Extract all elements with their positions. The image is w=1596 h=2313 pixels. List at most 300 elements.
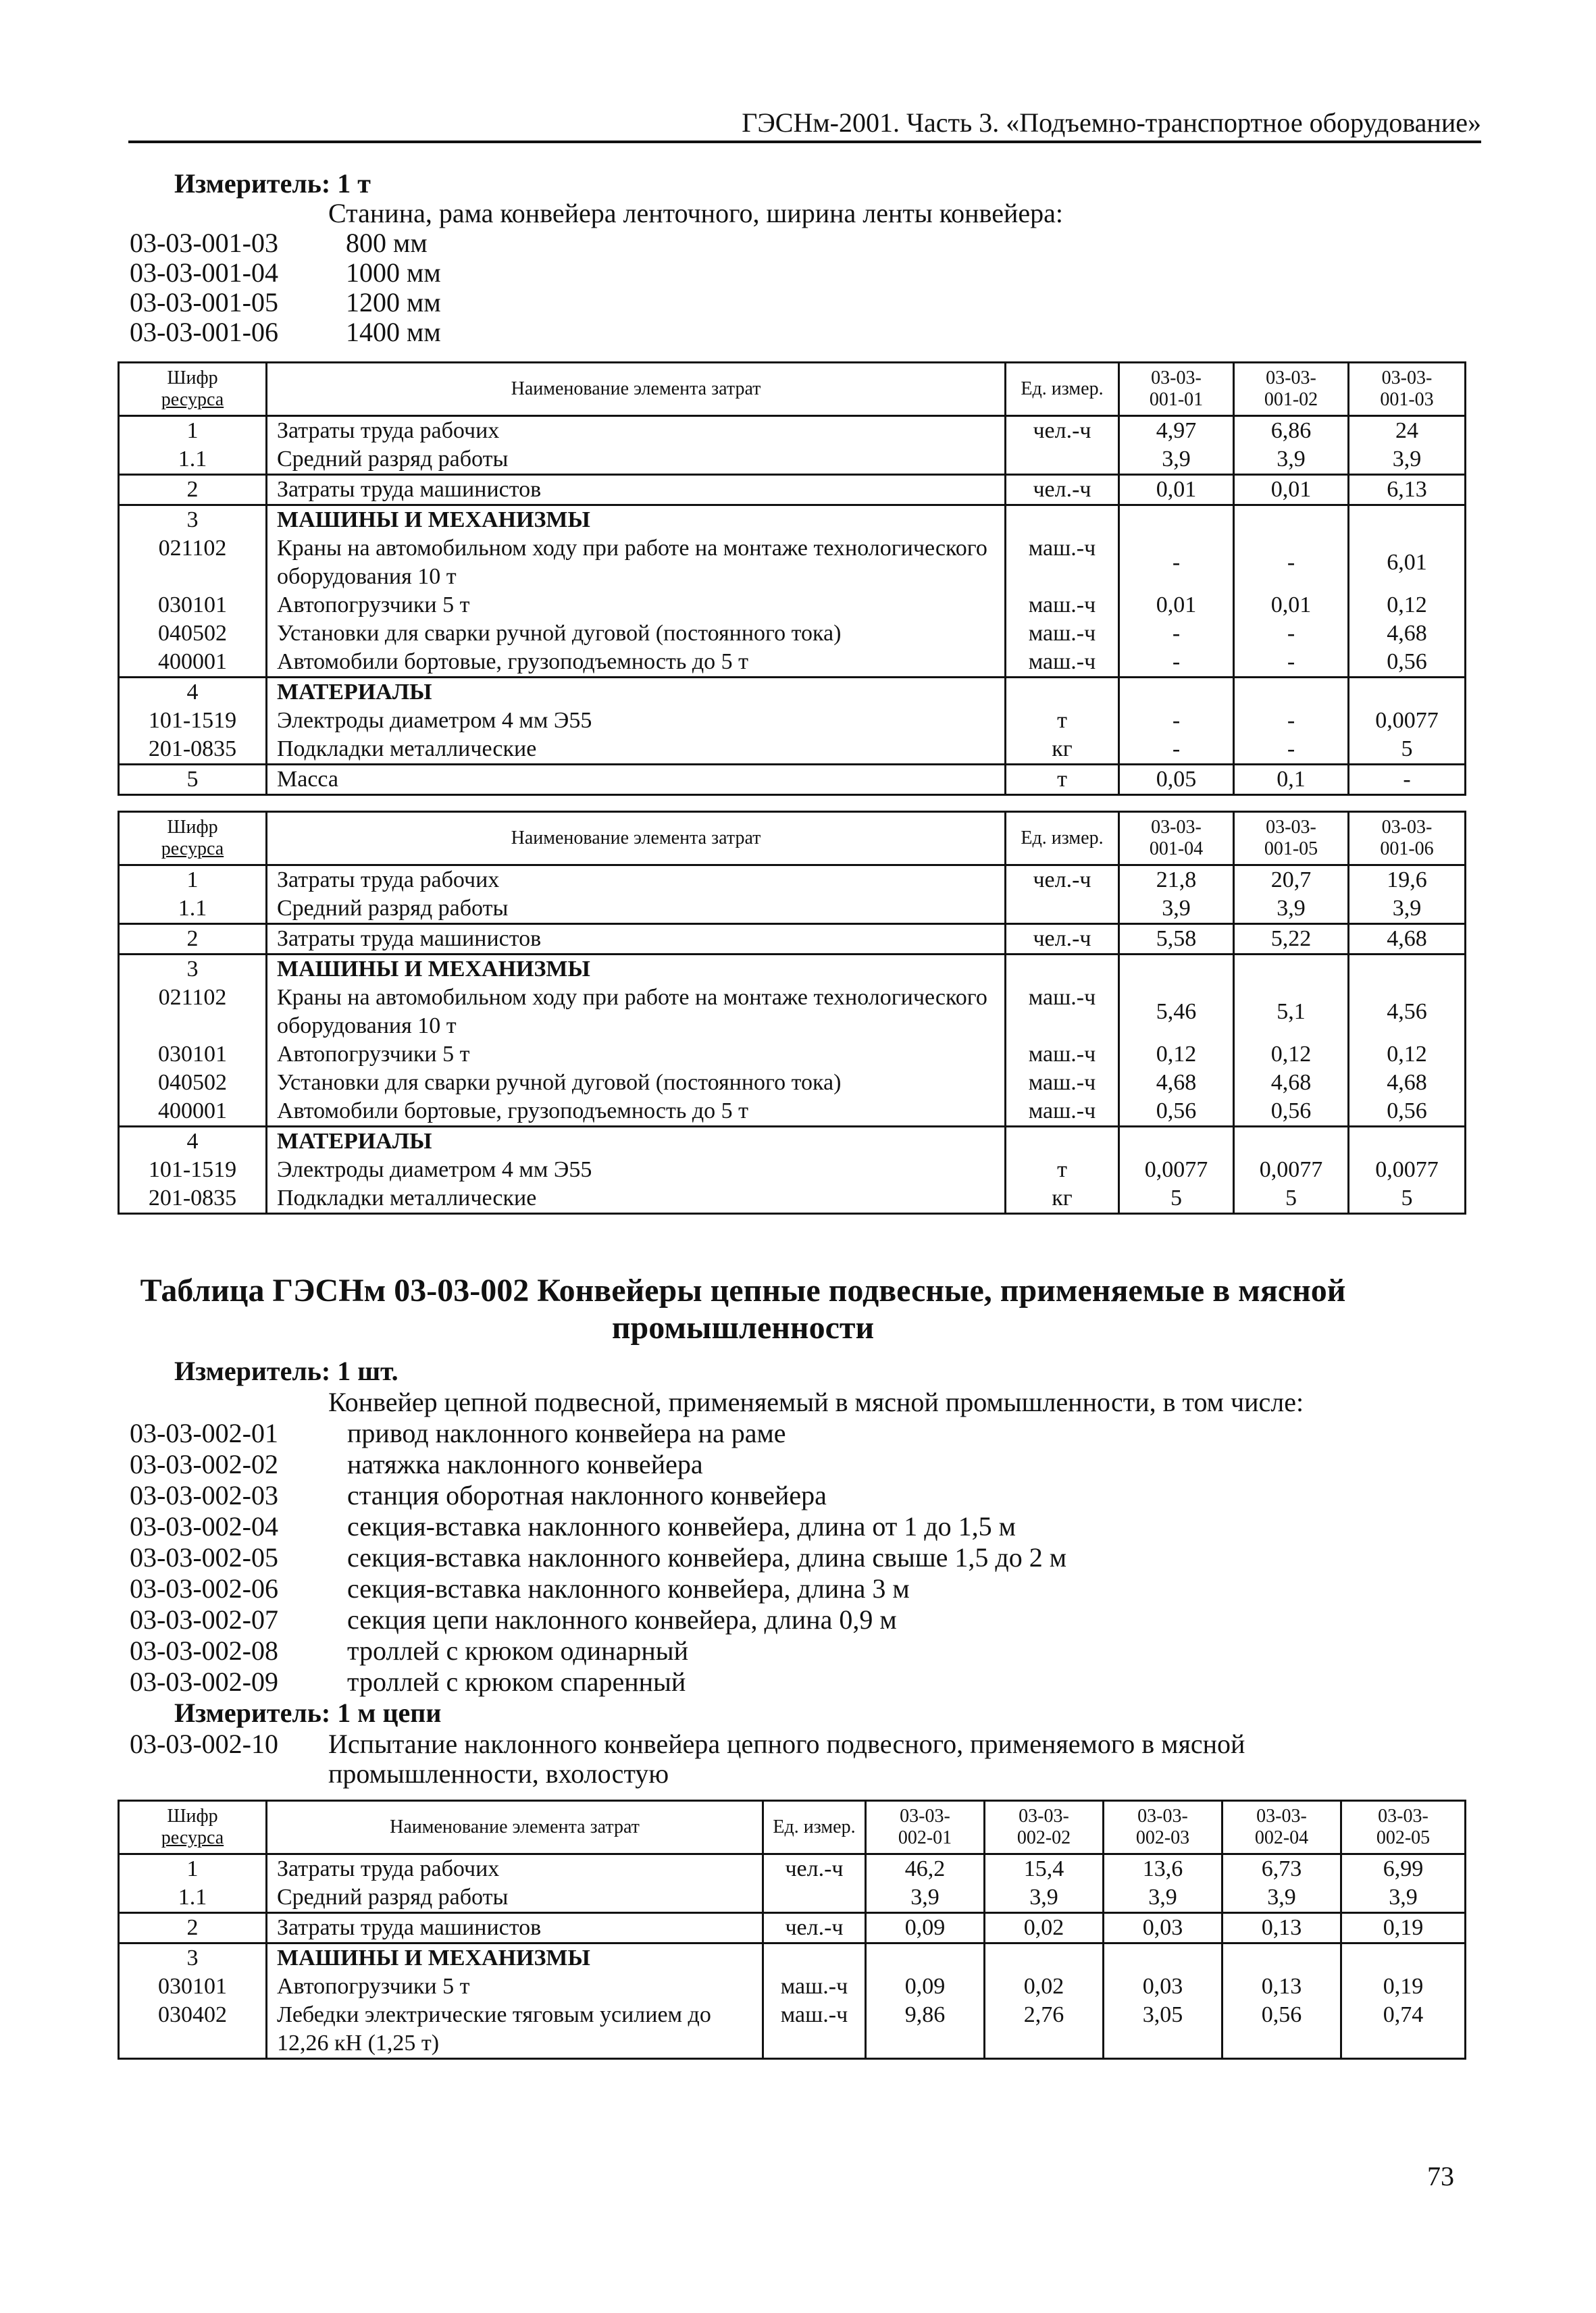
cell-resource-code: 400001 <box>119 648 267 678</box>
cell-unit: маш.-ч <box>1006 1097 1119 1127</box>
cell-resource-code: 1 <box>119 416 267 446</box>
cell-value: - <box>1349 765 1466 795</box>
cell-value: 3,9 <box>985 1883 1104 1913</box>
cell-value: 6,86 <box>1234 416 1349 446</box>
cell-unit: маш.-ч <box>1006 1040 1119 1069</box>
cell-value: 3,9 <box>1119 894 1234 924</box>
cell-cost-name: Автомобили бортовые, грузоподъемность до 5 т <box>267 648 1006 678</box>
cell-unit: чел.-ч <box>1006 865 1119 895</box>
cell-value: 0,0077 <box>1349 1156 1466 1184</box>
cell-resource-code: 021102 <box>119 534 267 591</box>
cell-cost-name: Электроды диаметром 4 мм Э55 <box>267 707 1006 735</box>
header-number-line2: 001-02 <box>1264 389 1318 410</box>
cell-value: 5 <box>1349 1184 1466 1214</box>
table-row <box>119 1973 1466 2001</box>
table-row <box>119 648 1466 678</box>
table-row <box>119 1097 1466 1127</box>
cell-value: 13,6 <box>1104 1854 1222 1884</box>
cell-resource-code: 021102 <box>119 984 267 1040</box>
column-header-code-number <box>1119 363 1234 416</box>
cell-value: 6,13 <box>1349 475 1466 505</box>
item-code: 03-03-002-06 <box>130 1573 278 1604</box>
table-row <box>119 1156 1466 1184</box>
cell-resource-code: 1.1 <box>119 445 267 475</box>
cell-value: 5,22 <box>1234 924 1349 955</box>
table-row <box>119 1127 1466 1156</box>
header-number-line1: 03-03- <box>1019 1806 1069 1827</box>
header-number-line2: 001-04 <box>1149 838 1204 859</box>
column-header-code-number <box>1349 812 1466 865</box>
cell-value: 9,86 <box>866 2001 985 2059</box>
section2-intro: Конвейер цепной подвесной, применяемый в мясной промышленности, в том числе: <box>328 1387 1304 1417</box>
cell-cost-name: Подкладки металлические <box>267 735 1006 765</box>
cell-value <box>1234 505 1349 535</box>
cell-value: 15,4 <box>985 1854 1104 1884</box>
column-header-code-number <box>866 1801 985 1854</box>
header-number-line1: 03-03- <box>900 1806 950 1827</box>
table-row <box>119 955 1466 984</box>
item-code: 03-03-001-06 <box>130 317 278 347</box>
cell-value: 0,01 <box>1234 475 1349 505</box>
item-text: 1400 мм <box>346 317 441 347</box>
cell-value: 3,9 <box>1222 1883 1341 1913</box>
cell-value: - <box>1119 619 1234 648</box>
table-row <box>119 591 1466 619</box>
cell-cost-name: МАТЕРИАЛЫ <box>267 678 1006 707</box>
column-header-unit: Ед. измер. <box>1006 363 1119 416</box>
cell-resource-code: 101-1519 <box>119 707 267 735</box>
cell-value: 3,9 <box>866 1883 985 1913</box>
cell-value: 0,13 <box>1222 1913 1341 1943</box>
cell-value <box>1234 678 1349 707</box>
cell-cost-name: Лебедки электрические тяговым усилием до 12,26 кН (1,25 т) <box>267 2001 763 2059</box>
table-row <box>119 619 1466 648</box>
page-number: 73 <box>1427 2161 1454 2191</box>
cell-unit: маш.-ч <box>1006 984 1119 1040</box>
table-header-row <box>119 1801 1466 1854</box>
cell-value: 24 <box>1349 416 1466 446</box>
cell-resource-code: 2 <box>119 924 267 955</box>
column-header-name: Наименование элемента затрат <box>267 812 1006 865</box>
cell-value: 0,12 <box>1119 1040 1234 1069</box>
cell-value: 20,7 <box>1234 865 1349 895</box>
header-number-line1: 03-03- <box>1381 817 1433 838</box>
cell-resource-code: 1.1 <box>119 894 267 924</box>
cell-value: - <box>1234 707 1349 735</box>
column-header-code-number <box>1234 363 1349 416</box>
header-number-line2: 001-06 <box>1380 838 1434 859</box>
table-row <box>119 894 1466 924</box>
table-row <box>119 1883 1466 1913</box>
item-code: 03-03-002-03 <box>130 1480 278 1510</box>
cell-unit <box>1006 1127 1119 1156</box>
cell-unit: маш.-ч <box>1006 1069 1119 1097</box>
cell-resource-code: 030101 <box>119 1973 267 2001</box>
column-header-name: Наименование элемента затрат <box>267 363 1006 416</box>
cell-value: 5 <box>1234 1184 1349 1214</box>
cell-cost-name: Краны на автомобильном ходу при работе на монтаже технологического оборудования 10 т <box>267 534 1006 591</box>
item-code: 03-03-002-07 <box>130 1604 278 1635</box>
cell-unit <box>1006 678 1119 707</box>
cell-unit <box>763 1883 866 1913</box>
cell-value: 2,76 <box>985 2001 1104 2059</box>
cell-value: 0,03 <box>1104 1973 1222 2001</box>
column-header-code <box>119 363 267 416</box>
cell-resource-code: 030101 <box>119 591 267 619</box>
cell-value: 4,56 <box>1349 984 1466 1040</box>
header-code-line1: Шифр <box>167 367 218 388</box>
table-row <box>119 1184 1466 1214</box>
cell-value <box>1341 1943 1466 1973</box>
cell-value: 0,12 <box>1349 591 1466 619</box>
cell-value: 0,56 <box>1349 1097 1466 1127</box>
item-text: привод наклонного конвейера на раме <box>347 1418 786 1448</box>
cell-cost-name: Средний разряд работы <box>267 1883 763 1913</box>
item-text: секция-вставка наклонного конвейера, длина 3 м <box>347 1573 910 1604</box>
header-number-line2: 002-05 <box>1376 1827 1431 1848</box>
cell-value: 5,46 <box>1119 984 1234 1040</box>
cell-unit: чел.-ч <box>1006 475 1119 505</box>
meter-label: Измеритель: 1 м цепи <box>174 1698 442 1728</box>
cell-value: 0,74 <box>1341 2001 1466 2059</box>
header-number-line2: 001-01 <box>1149 389 1204 410</box>
cell-cost-name: Автопогрузчики 5 т <box>267 1040 1006 1069</box>
table-row <box>119 1040 1466 1069</box>
table-row <box>119 1943 1466 1973</box>
table-row <box>119 765 1466 795</box>
item-code: 03-03-002-04 <box>130 1511 278 1542</box>
cell-cost-name: Средний разряд работы <box>267 894 1006 924</box>
cell-resource-code: 2 <box>119 475 267 505</box>
section-title: Таблица ГЭСНм 03-03-002 Конвейеры цепные подвесные, применяемые в мясной <box>140 1273 1346 1308</box>
header-code-line2: ресурса <box>161 1827 224 1848</box>
header-number-line1: 03-03- <box>1266 367 1316 388</box>
cell-value: - <box>1119 707 1234 735</box>
cell-value <box>1234 1127 1349 1156</box>
cell-value: 0,56 <box>1349 648 1466 678</box>
column-header-code-number <box>1234 812 1349 865</box>
cell-value: 0,02 <box>985 1913 1104 1943</box>
cell-resource-code: 3 <box>119 505 267 535</box>
table-row <box>119 1854 1466 1884</box>
header-number-line1: 03-03- <box>1151 817 1202 838</box>
item-text: 1000 мм <box>346 257 441 288</box>
cell-value: 4,68 <box>1349 619 1466 648</box>
item-code: 03-03-002-09 <box>130 1667 278 1697</box>
header-number-line2: 001-05 <box>1264 838 1318 859</box>
cell-value: 21,8 <box>1119 865 1234 895</box>
header-number-line1: 03-03- <box>1378 1806 1428 1827</box>
cell-resource-code: 5 <box>119 765 267 795</box>
cell-value: - <box>1234 735 1349 765</box>
header-number-line1: 03-03- <box>1381 367 1433 388</box>
cell-resource-code: 400001 <box>119 1097 267 1127</box>
cell-unit <box>1006 955 1119 984</box>
item-text: троллей с крюком одинарный <box>347 1635 688 1666</box>
cell-cost-name: Автомобили бортовые, грузоподъемность до 5 т <box>267 1097 1006 1127</box>
table-row <box>119 865 1466 895</box>
header-number-line2: 002-02 <box>1016 1827 1071 1848</box>
cell-value: 0,13 <box>1222 1973 1341 2001</box>
cell-value: - <box>1234 534 1349 591</box>
item-text-continued: промышленности, вхолостую <box>328 1758 669 1789</box>
cell-cost-name: Краны на автомобильном ходу при работе на монтаже технологического оборудования 10 т <box>267 984 1006 1040</box>
cell-value: 0,12 <box>1234 1040 1349 1069</box>
cell-value: 0,19 <box>1341 1913 1466 1943</box>
cell-cost-name: Установки для сварки ручной дуговой (постоянного тока) <box>267 1069 1006 1097</box>
cell-value: 0,09 <box>866 1913 985 1943</box>
header-code-line2: ресурса <box>161 389 224 410</box>
cell-value: 0,03 <box>1104 1913 1222 1943</box>
cell-unit <box>1006 505 1119 535</box>
cell-unit <box>1006 445 1119 475</box>
column-header-code-number <box>1222 1801 1341 1854</box>
running-header: ГЭСНм-2001. Часть 3. «Подъемно-транспортное оборудование» <box>742 107 1481 138</box>
cell-unit <box>1006 894 1119 924</box>
cell-value: 46,2 <box>866 1854 985 1884</box>
column-header-code-number <box>985 1801 1104 1854</box>
cell-unit: чел.-ч <box>1006 924 1119 955</box>
cell-cost-name: МАШИНЫ И МЕХАНИЗМЫ <box>267 505 1006 535</box>
cell-value: 4,97 <box>1119 416 1234 446</box>
cell-unit: маш.-ч <box>1006 619 1119 648</box>
cell-value: 0,09 <box>866 1973 985 2001</box>
cell-cost-name: Затраты труда рабочих <box>267 1854 763 1884</box>
header-rule <box>128 141 1481 143</box>
cell-value: 0,01 <box>1119 591 1234 619</box>
cell-unit: маш.-ч <box>1006 648 1119 678</box>
cell-cost-name: Затраты труда рабочих <box>267 865 1006 895</box>
cell-value <box>1234 955 1349 984</box>
section-title-continued: промышленности <box>611 1310 875 1346</box>
table-row <box>119 735 1466 765</box>
cell-value <box>1349 1127 1466 1156</box>
cell-resource-code: 040502 <box>119 619 267 648</box>
item-code: 03-03-001-05 <box>130 287 278 317</box>
cell-unit: маш.-ч <box>763 2001 866 2059</box>
cell-value: - <box>1234 619 1349 648</box>
cell-cost-name: Затраты труда машинистов <box>267 475 1006 505</box>
cell-value: 0,56 <box>1119 1097 1234 1127</box>
table-header-row <box>119 363 1466 416</box>
table-row <box>119 707 1466 735</box>
cell-resource-code: 101-1519 <box>119 1156 267 1184</box>
cell-value: - <box>1234 648 1349 678</box>
column-header-code <box>119 1801 267 1854</box>
cell-unit: т <box>1006 1156 1119 1184</box>
cell-cost-name: Масса <box>267 765 1006 795</box>
item-text: секция цепи наклонного конвейера, длина 0,9 м <box>347 1604 897 1635</box>
table-row <box>119 984 1466 1040</box>
table-row <box>119 1069 1466 1097</box>
cell-value: 0,0077 <box>1234 1156 1349 1184</box>
cell-resource-code: 201-0835 <box>119 735 267 765</box>
cell-resource-code: 1 <box>119 1854 267 1884</box>
cell-resource-code: 030101 <box>119 1040 267 1069</box>
item-code: 03-03-002-08 <box>130 1635 278 1666</box>
cell-cost-name: МАТЕРИАЛЫ <box>267 1127 1006 1156</box>
item-text: троллей с крюком спаренный <box>347 1667 686 1697</box>
cell-resource-code: 040502 <box>119 1069 267 1097</box>
cell-value: 0,56 <box>1234 1097 1349 1127</box>
header-number-line2: 002-04 <box>1254 1827 1309 1848</box>
column-header-code-number <box>1119 812 1234 865</box>
column-header-code <box>119 812 267 865</box>
cell-value: 6,73 <box>1222 1854 1341 1884</box>
cell-cost-name: МАШИНЫ И МЕХАНИЗМЫ <box>267 1943 763 1973</box>
table-row <box>119 1913 1466 1943</box>
cell-value <box>1119 678 1234 707</box>
cell-cost-name: Затраты труда рабочих <box>267 416 1006 446</box>
cell-unit: чел.-ч <box>763 1854 866 1884</box>
cell-resource-code: 4 <box>119 1127 267 1156</box>
cell-value <box>1349 955 1466 984</box>
cell-resource-code: 201-0835 <box>119 1184 267 1214</box>
table-row <box>119 505 1466 535</box>
cell-value: 5,58 <box>1119 924 1234 955</box>
cell-cost-name: Средний разряд работы <box>267 445 1006 475</box>
cell-value: 5 <box>1119 1184 1234 1214</box>
cell-unit: кг <box>1006 1184 1119 1214</box>
cell-value: 4,68 <box>1119 1069 1234 1097</box>
cell-value: 19,6 <box>1349 865 1466 895</box>
cell-value: 0,0077 <box>1349 707 1466 735</box>
cell-value: 4,68 <box>1349 1069 1466 1097</box>
header-number-line2: 002-03 <box>1135 1827 1190 1848</box>
cell-unit: кг <box>1006 735 1119 765</box>
header-number-line1: 03-03- <box>1151 367 1202 388</box>
cell-value: 3,9 <box>1234 894 1349 924</box>
table-row <box>119 445 1466 475</box>
header-code-line1: Шифр <box>167 1806 218 1827</box>
cell-unit: т <box>1006 707 1119 735</box>
table-row <box>119 416 1466 446</box>
cell-value <box>1119 955 1234 984</box>
cell-value: 3,9 <box>1341 1883 1466 1913</box>
item-text: Испытание наклонного конвейера цепного подвесного, применяемого в мясной <box>328 1729 1245 1759</box>
cell-value: 0,0077 <box>1119 1156 1234 1184</box>
resource-table-1 <box>118 361 1466 796</box>
cell-unit: маш.-ч <box>1006 591 1119 619</box>
cell-resource-code: 4 <box>119 678 267 707</box>
cell-unit: маш.-ч <box>763 1973 866 2001</box>
cell-value: 3,9 <box>1104 1883 1222 1913</box>
cell-value: 3,9 <box>1349 894 1466 924</box>
cell-value: 3,9 <box>1119 445 1234 475</box>
cell-value: 0,56 <box>1222 2001 1341 2059</box>
table-row <box>119 924 1466 955</box>
cell-value: 4,68 <box>1349 924 1466 955</box>
cell-value: 3,9 <box>1349 445 1466 475</box>
cell-resource-code: 2 <box>119 1913 267 1943</box>
cell-value <box>1119 1127 1234 1156</box>
resource-table-2 <box>118 811 1466 1215</box>
cell-cost-name: Автопогрузчики 5 т <box>267 1973 763 2001</box>
cell-value <box>1349 505 1466 535</box>
cell-resource-code: 3 <box>119 955 267 984</box>
item-code: 03-03-001-03 <box>130 228 278 258</box>
cell-value: 3,9 <box>1234 445 1349 475</box>
cell-value <box>1119 505 1234 535</box>
item-text: 800 мм <box>346 228 428 258</box>
cell-value: 0,12 <box>1349 1040 1466 1069</box>
cell-value <box>1349 678 1466 707</box>
cell-unit: чел.-ч <box>1006 416 1119 446</box>
cell-cost-name: Затраты труда машинистов <box>267 924 1006 955</box>
cell-cost-name: Электроды диаметром 4 мм Э55 <box>267 1156 1006 1184</box>
cell-value: 0,19 <box>1341 1973 1466 2001</box>
header-number-line1: 03-03- <box>1256 1806 1307 1827</box>
cell-value: 5,1 <box>1234 984 1349 1040</box>
cell-cost-name: МАШИНЫ И МЕХАНИЗМЫ <box>267 955 1006 984</box>
cell-cost-name: Автопогрузчики 5 т <box>267 591 1006 619</box>
header-code-line1: Шифр <box>167 817 218 838</box>
cell-unit: маш.-ч <box>1006 534 1119 591</box>
cell-value: 6,01 <box>1349 534 1466 591</box>
item-code: 03-03-002-05 <box>130 1542 278 1573</box>
item-text: секция-вставка наклонного конвейера, длина свыше 1,5 до 2 м <box>347 1542 1067 1573</box>
item-code: 03-03-002-10 <box>130 1729 278 1759</box>
table-header-row <box>119 812 1466 865</box>
table-row <box>119 475 1466 505</box>
cell-unit: чел.-ч <box>763 1913 866 1943</box>
column-header-unit: Ед. измер. <box>1006 812 1119 865</box>
cell-value <box>1104 1943 1222 1973</box>
cell-value: 0,01 <box>1234 591 1349 619</box>
item-code: 03-03-002-01 <box>130 1418 278 1448</box>
meter-label: Измеритель: 1 т <box>174 168 371 199</box>
item-text: секция-вставка наклонного конвейера, длина от 1 до 1,5 м <box>347 1511 1016 1542</box>
cell-value: 3,05 <box>1104 2001 1222 2059</box>
cell-unit: т <box>1006 765 1119 795</box>
column-header-name: Наименование элемента затрат <box>267 1801 763 1854</box>
block1-intro: Станина, рама конвейера ленточного, ширина ленты конвейера: <box>328 198 1063 228</box>
cell-cost-name: Подкладки металлические <box>267 1184 1006 1214</box>
cell-value <box>1222 1943 1341 1973</box>
header-number-line1: 03-03- <box>1266 817 1316 838</box>
cell-value: 0,1 <box>1234 765 1349 795</box>
header-code-line2: ресурса <box>161 838 224 859</box>
cell-resource-code: 3 <box>119 1943 267 1973</box>
cell-resource-code: 030402 <box>119 2001 267 2059</box>
cell-value: 6,99 <box>1341 1854 1466 1884</box>
item-text: 1200 мм <box>346 287 441 317</box>
cell-resource-code: 1.1 <box>119 1883 267 1913</box>
cell-value: - <box>1119 534 1234 591</box>
header-number-line2: 001-03 <box>1380 389 1434 410</box>
cell-cost-name: Затраты труда машинистов <box>267 1913 763 1943</box>
item-text: натяжка наклонного конвейера <box>347 1449 703 1479</box>
cell-value: 5 <box>1349 735 1466 765</box>
column-header-code-number <box>1104 1801 1222 1854</box>
header-number-line2: 002-01 <box>898 1827 952 1848</box>
column-header-code-number <box>1349 363 1466 416</box>
cell-resource-code: 1 <box>119 865 267 895</box>
cell-cost-name: Установки для сварки ручной дуговой (постоянного тока) <box>267 619 1006 648</box>
item-text: станция оборотная наклонного конвейера <box>347 1480 827 1510</box>
cell-value <box>985 1943 1104 1973</box>
item-code: 03-03-001-04 <box>130 257 278 288</box>
cell-value: - <box>1119 735 1234 765</box>
item-code: 03-03-002-02 <box>130 1449 278 1479</box>
column-header-code-number <box>1341 1801 1466 1854</box>
cell-value: 0,02 <box>985 1973 1104 2001</box>
cell-value: 0,05 <box>1119 765 1234 795</box>
table-row <box>119 2001 1466 2059</box>
cell-value: - <box>1119 648 1234 678</box>
resource-table-3 <box>118 1800 1466 2060</box>
meter-label: Измеритель: 1 шт. <box>174 1356 398 1386</box>
